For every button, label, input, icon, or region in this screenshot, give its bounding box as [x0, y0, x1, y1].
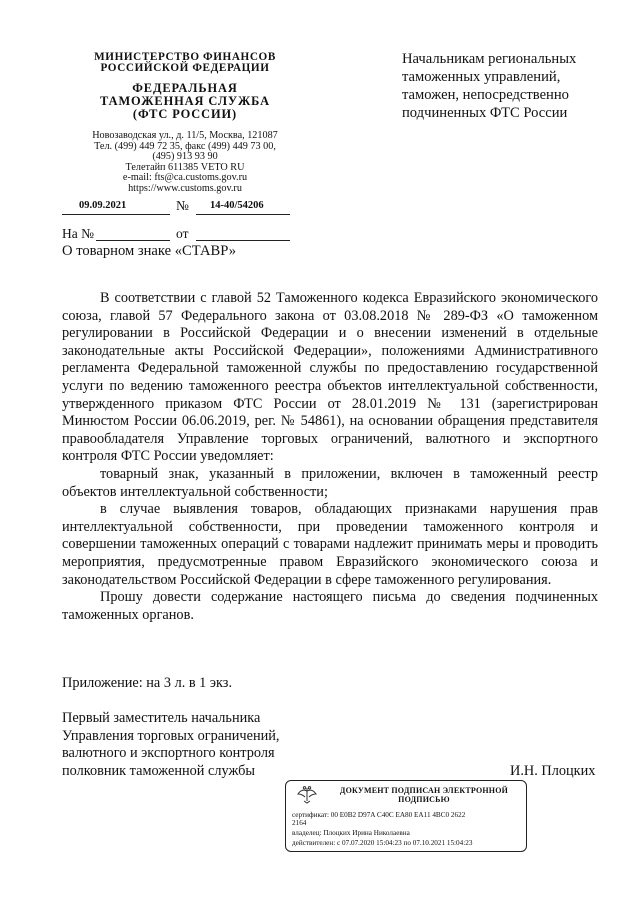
- service-name-line3: (ФТС РОССИИ): [132, 107, 238, 121]
- addressee-line: таможенных управлений,: [402, 69, 561, 85]
- reference-label: На №: [62, 226, 94, 241]
- subject-line: О товарном знаке «СТАВР»: [62, 243, 237, 259]
- teletype-line: Телетайп 611385 VETO RU: [125, 161, 245, 173]
- signatory-block: [62, 710, 279, 780]
- signatory-line: валютного и экспортного контроля: [62, 745, 275, 762]
- service-name-line2: ТАМОЖЕННАЯ СЛУЖБА: [100, 94, 270, 108]
- reference-from-label: от: [176, 226, 189, 241]
- registration-number: 14-40/54206: [210, 200, 264, 211]
- letterhead: [62, 52, 308, 195]
- registration-date: 09.09.2021: [79, 200, 127, 211]
- addressee-line: таможен, непосредственно: [402, 87, 569, 103]
- certificate-line: сертификат: 00 E0B2 D97A C40C EA80 EA11 4BC0 2622: [292, 811, 466, 819]
- signatory-line: Первый заместитель начальника: [62, 710, 261, 726]
- email-line: e-mail: fts@ca.customs.gov.ru: [122, 172, 248, 184]
- e-signature-title-line: ПОДПИСЬЮ: [398, 795, 450, 804]
- e-signature-title: [326, 786, 522, 804]
- registration-date-field: [62, 199, 170, 215]
- signatory-line: Управления торговых ограничений,: [62, 727, 280, 744]
- signatory-name: И.Н. Плоцких: [510, 763, 596, 779]
- number-sign: №: [176, 198, 189, 213]
- addressee-line: Начальникам региональных: [402, 51, 577, 67]
- body-paragraph: товарный знак, указанный в приложении, включен в таможенный реестр объектов интеллектуальной собственности;: [62, 465, 598, 500]
- attachment-note: Приложение: на 3 л. в 1 экз.: [62, 675, 233, 691]
- certificate-validity: действителен: с 07.07.2020 15:04:23 по 07.10.2021 15:04:23: [292, 839, 473, 847]
- letter-body: [62, 290, 598, 624]
- phone-line-2: (495) 913 93 90: [152, 151, 218, 163]
- phone-line: Тел. (499) 449 72 35, факс (499) 449 73 00,: [94, 140, 276, 152]
- reference-number-line: [96, 240, 170, 241]
- address-line: Новозаводская ул., д. 11/5, Москва, 121087: [92, 130, 278, 141]
- e-signature-title-line: ДОКУМЕНТ ПОДПИСАН ЭЛЕКТРОННОЙ: [339, 786, 509, 795]
- eagle-emblem-icon: [296, 785, 318, 805]
- registration-number-field: [196, 199, 290, 215]
- body-paragraph: в случае выявления товаров, обладающих признаками нарушения прав интеллектуальной собственности, при проведении таможенного контроля и совершении таможенных операций с товарами надлежит принимать меры и проводить мероприятия, предусмотренные правом Евразийского экономического союза и законодательством Российской Федерации в сфере таможенного регулирования.: [62, 501, 598, 588]
- certificate-line-2: 2164: [292, 819, 307, 827]
- certificate-owner: владелец: Плоцких Ирина Николаевна: [292, 829, 410, 837]
- website-line: https://www.customs.gov.ru: [128, 182, 242, 194]
- addressee-line: подчиненных ФТС России: [402, 105, 568, 121]
- e-signature-stamp: [285, 780, 527, 852]
- body-paragraph: В соответствии с главой 52 Таможенного кодекса Евразийского экономического союза, главой 57 Федерального закона от 03.08.2018 № 289-ФЗ «О таможенном регулировании в Российской Федерации и о внесении изменений в отдельные законодательные акты Российской Федерации», положениями Административного регламента Федеральной таможенной службы по предоставлению государственной услуги по ведению таможенного реестра объектов интеллектуальной собственности, утвержденного приказом ФТС России от 28.01.2019 № 131 (зарегистрирован Минюстом России 06.06.2019, рег. № 54861), на основании обращения представителя правообладателя Управление торговых ограничений, валютного и экспортного контроля ФТС России уведомляет:: [62, 290, 598, 465]
- signatory-line: полковник таможенной службы: [62, 762, 256, 779]
- reference-date-line: [196, 240, 290, 241]
- body-paragraph: Прошу довести содержание настоящего письма до сведения подчиненных таможенных органов.: [62, 589, 598, 623]
- service-name-line1: ФЕДЕРАЛЬНАЯ: [132, 81, 238, 95]
- ministry-name-line2: РОССИЙСКОЙ ФЕДЕРАЦИИ: [100, 62, 270, 74]
- ministry-name-line1: МИНИСТЕРСТВО ФИНАНСОВ: [94, 51, 276, 63]
- address-block: [62, 131, 308, 195]
- addressee-block: [402, 50, 612, 122]
